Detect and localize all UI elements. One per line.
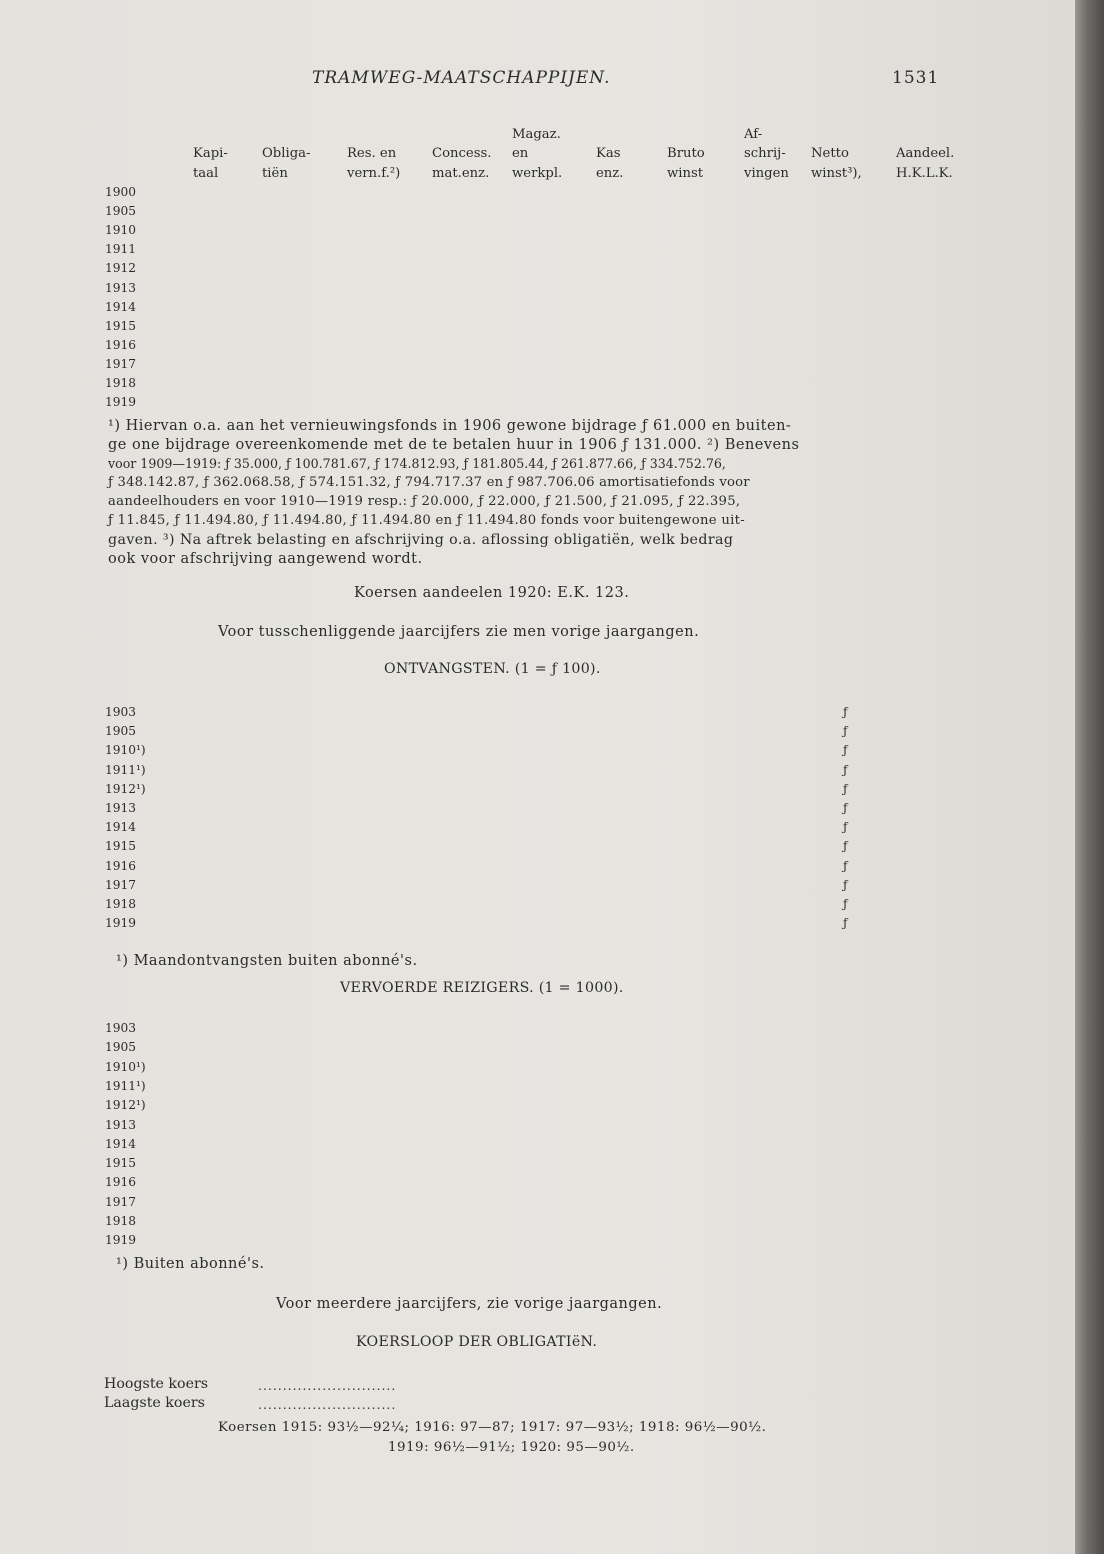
- column-header: Obliga-: [262, 146, 311, 161]
- footnote-line: ge one bijdrage overeenkomende met de te betalen huur in 1906 ƒ 131.000. ²) Benevens: [108, 437, 800, 453]
- year-label: 1917: [105, 356, 137, 371]
- year-label: 1918: [105, 376, 137, 390]
- column-header: enz.: [596, 166, 624, 181]
- year-label: 1916: [105, 858, 137, 873]
- year-label: 1910: [105, 223, 137, 238]
- currency-sign: ƒ: [843, 820, 848, 835]
- currency-sign: ƒ: [843, 839, 848, 854]
- ontvangsten-footnote: ¹) Maandontvangsten buiten abonné's.: [116, 953, 418, 969]
- column-header: Bruto: [667, 146, 705, 161]
- column-header: vern.f.²): [347, 166, 401, 181]
- year-label: 1910¹): [105, 743, 146, 758]
- leader-dots: ............................: [258, 1397, 397, 1412]
- column-header: tiën: [262, 166, 288, 181]
- column-header: Magaz.: [512, 127, 561, 142]
- year-label: 1905: [105, 204, 137, 219]
- page-number: 1531: [892, 68, 940, 88]
- year-label: 1915: [105, 1156, 137, 1171]
- column-header: werkpl.: [512, 166, 563, 181]
- currency-sign: ƒ: [843, 801, 848, 815]
- year-label: 1912: [105, 261, 137, 276]
- column-header: Res. en: [347, 146, 397, 161]
- year-label: 1919: [105, 1233, 137, 1248]
- year-label: 1918: [105, 897, 137, 911]
- currency-sign: ƒ: [843, 743, 848, 758]
- column-header: schrij-: [744, 146, 786, 161]
- row-label: Hoogste koers: [104, 1376, 209, 1392]
- year-label: 1905: [105, 1040, 137, 1055]
- footnote-line: ¹) Hiervan o.a. aan het vernieuwingsfonds in 1906 gewone bijdrage ƒ 61.000 en buiten-: [108, 418, 792, 434]
- row-label: Laagste koers: [104, 1395, 205, 1411]
- year-label: 1900: [105, 185, 137, 199]
- year-label: 1911¹): [105, 1078, 146, 1093]
- currency-sign: ƒ: [843, 724, 848, 739]
- currency-sign: ƒ: [843, 781, 848, 796]
- currency-sign: ƒ: [843, 897, 848, 911]
- year-label: 1913: [105, 280, 137, 295]
- column-header: Netto: [811, 146, 849, 161]
- footnote-line: voor 1909—1919: ƒ 35.000, ƒ 100.781.67, ƒ 174.812.93, ƒ 181.805.44, ƒ 261.877.66, ƒ 334.752.76,: [108, 456, 726, 471]
- reizigers-footnote: ¹) Buiten abonné's.: [116, 1256, 265, 1272]
- currency-sign: ƒ: [843, 762, 848, 777]
- page-header-title: TRAMWEG-MAATSCHAPPIJEN.: [312, 68, 611, 88]
- leader-dots: ............................: [258, 1378, 397, 1393]
- footnote-line: gaven. ³) Na aftrek belasting en afschrijving o.a. aflossing obligatiën, welk bedrag: [108, 532, 734, 548]
- koersen-line-1: Koersen 1915: 93½—92¼; 1916: 97—87; 1917: 97—93½; 1918: 96½—90½.: [218, 1420, 767, 1435]
- footnote-line: ook voor afschrijving aangewend wordt.: [108, 551, 423, 567]
- koersen-aandeelen: Koersen aandeelen 1920: E.K. 123.: [354, 585, 630, 601]
- year-label: 1915: [105, 839, 137, 854]
- column-header: Af-: [744, 127, 763, 142]
- year-label: 1918: [105, 1214, 137, 1228]
- koersloop-title: KOERSLOOP DER OBLIGATIëN.: [356, 1334, 598, 1350]
- year-label: 1910¹): [105, 1059, 146, 1074]
- book-spine: [1075, 0, 1104, 1554]
- year-label: 1903: [105, 1021, 137, 1035]
- column-header: winst³),: [811, 166, 862, 181]
- column-header: Concess.: [432, 146, 492, 161]
- year-label: 1911: [105, 242, 137, 257]
- year-label: 1916: [105, 1175, 137, 1190]
- column-header: winst: [667, 166, 704, 181]
- meerdere-jaarcijfers-note: Voor meerdere jaarcijfers, zie vorige jaargangen.: [276, 1296, 663, 1312]
- year-label: 1914: [105, 820, 137, 835]
- column-header: vingen: [744, 166, 789, 181]
- column-header: mat.enz.: [432, 166, 490, 181]
- year-label: 1912¹): [105, 1098, 146, 1113]
- year-label: 1912¹): [105, 781, 146, 796]
- koersen-line-2: 1919: 96½—91½; 1920: 95—90½.: [388, 1440, 635, 1455]
- footnote-line: aandeelhouders en voor 1910—1919 resp.: ƒ 20.000, ƒ 22.000, ƒ 21.500, ƒ 21.095, ƒ 22.395,: [108, 494, 741, 509]
- year-label: 1913: [105, 1117, 137, 1132]
- year-label: 1916: [105, 337, 137, 352]
- column-header: H.K.L.K.: [896, 166, 953, 181]
- ontvangsten-title: ONTVANGSTEN. (1 = ƒ 100).: [384, 661, 601, 677]
- currency-sign: ƒ: [843, 877, 848, 892]
- reizigers-title: VERVOERDE REIZIGERS. (1 = 1000).: [340, 980, 624, 996]
- year-label: 1917: [105, 1194, 137, 1209]
- year-label: 1913: [105, 801, 137, 815]
- year-label: 1914: [105, 299, 137, 314]
- year-label: 1919: [105, 395, 137, 410]
- year-label: 1915: [105, 318, 137, 333]
- currency-sign: ƒ: [843, 916, 848, 931]
- column-header: en: [512, 146, 529, 161]
- year-label: 1911¹): [105, 762, 146, 777]
- year-label: 1919: [105, 916, 137, 931]
- column-header: Kas: [596, 146, 621, 161]
- vorige-jaargangen-note: Voor tusschenliggende jaarcijfers zie men vorige jaargangen.: [218, 624, 700, 640]
- currency-sign: ƒ: [843, 705, 848, 719]
- footnote-line: ƒ 348.142.87, ƒ 362.068.58, ƒ 574.151.32, ƒ 794.717.37 en ƒ 987.706.06 amortisatiefonds voor: [108, 475, 750, 490]
- year-label: 1917: [105, 877, 137, 892]
- footnote-line: ƒ 11.845, ƒ 11.494.80, ƒ 11.494.80, ƒ 11.494.80 en ƒ 11.494.80 fonds voor buitengewone uit-: [108, 513, 746, 528]
- year-label: 1905: [105, 724, 137, 739]
- column-header: Kapi-: [193, 146, 228, 161]
- column-header: taal: [193, 166, 219, 181]
- year-label: 1903: [105, 705, 137, 719]
- currency-sign: ƒ: [843, 858, 848, 873]
- column-header: Aandeel.: [896, 146, 955, 161]
- year-label: 1914: [105, 1136, 137, 1151]
